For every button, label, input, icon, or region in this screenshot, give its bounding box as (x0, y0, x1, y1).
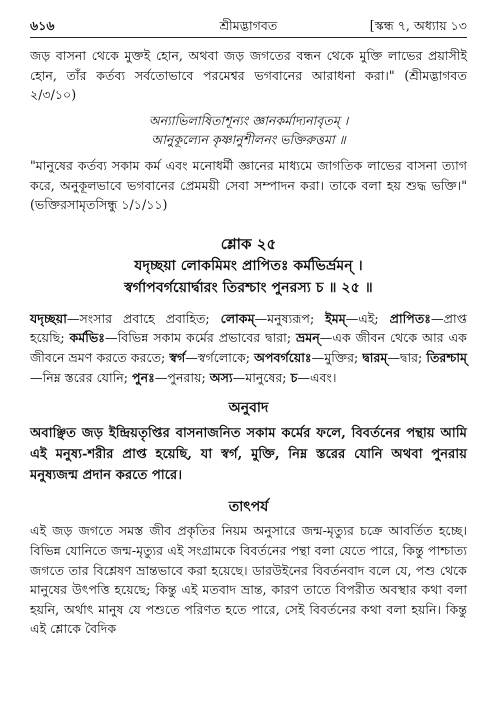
verse-line-2: স্বর্গাপবর্গয়োর্দ্বারং তিরশ্চাং পুনরস্য চ ॥ ২৫ ॥ (124, 279, 373, 296)
synonym-meaning: —সংসার প্রবাহে প্রবাহিত; (66, 310, 221, 326)
synonym-word: যদৃচ্ছয়া (30, 310, 67, 326)
synonym-meaning: —দ্বার; (387, 349, 427, 365)
synonym-meaning: —মুক্তির; (311, 349, 363, 365)
synonym-meaning: —প্রাপ্ত হয়েছি; (30, 310, 467, 346)
synonym-word: স্বর্গ (169, 349, 186, 365)
quoted-sloka-line-1: অন্যাভিলাষিতাশূন্যং জ্ঞানকর্মাদ্যনাবৃতম্ । (148, 112, 349, 128)
synonym-word: দ্বারম্ (362, 349, 388, 365)
purport-text: এই জড় জগতে সমস্ত জীব প্রকৃতির নিয়ম অনুসারে জন্ম-মৃত্যুর চক্রে আবর্তিত হচ্ছে। বিভিন্ন যোনিতে জন্ম-মৃত্যুর এই সংগ্রামকে বিবর্তনের পন্থা বলা যেতে পারে, কিন্তু পাশ্চাত্য জগতে তার বিশ্লেষণ ভ্রান্তভাবে করা হয়েছে। ডারউইনের বিবর্তনবাদ বলে যে, পশু থেকে মানুষের উৎপত্তি হয়েছে; কিন্তু এই মতবাদ ভ্রান্ত, কারণ তাতে বিপরীত অবস্থার কথা বলা হয়নি, অর্থাৎ মানুষ যে পশুতে পরিণত হতে পারে, সেই বিবর্তনের কথা বলা হয়নি। কিন্তু এই শ্লোকে বৈদিক (30, 523, 467, 637)
synonym-meaning: —এই; (345, 310, 390, 326)
word-for-word-synonyms (30, 309, 467, 387)
translation-heading: অনুবাদ (228, 400, 269, 417)
translation-text: অবাঞ্ছিত জড় ইন্দ্রিয়তৃপ্তির বাসনাজনিত সকাম কর্মের ফলে, বিবর্তনের পন্থায় আমি এই মনুষ্য-শরীর প্রাপ্ত হয়েছি, যা স্বর্গ, মুক্তি, নিম্ন স্তরের যোনি অথবা পুনরায় মনুষ্যজন্ম প্রদান করতে পারে। (30, 425, 467, 483)
synonym-word: অপবর্গয়োঃ (254, 349, 312, 365)
synonym-word: ইমম্ (325, 310, 346, 326)
page-content (30, 46, 467, 639)
synonym-meaning: —মনুষ্যরূপ; (254, 310, 326, 326)
book-title: শ্রীমদ্ভাগবত (219, 18, 278, 33)
synonym-meaning: —এক জীবন থেকে আর এক জীবনে ভ্রমণ করতে করতে; (30, 330, 467, 365)
synonym-word: লোকম্ (220, 310, 255, 326)
synonym-word: তিরশ্চাম্ (426, 349, 467, 365)
synonym-meaning: —বিভিন্ন সকাম কর্মের প্রভাবের দ্বারা; (105, 330, 296, 346)
quoted-sloka-line-2: আনুকূল্যেন কৃষ্ণানুশীলনং ভক্তিরুত্তমা ॥ (151, 132, 346, 148)
intro-paragraph: জড় বাসনা থেকে মুক্তই হোন, অথবা জড় জগতের বন্ধন থেকে মুক্তি লাভের প্রয়াসীই হোন, তাঁর কর্তব্য সর্বতোভাবে পরমেশ্বর ভগবানের আরাধনা করা।" (শ্রীমদ্ভাগবত ২/৩/১০) (30, 48, 467, 103)
synonym-meaning: —নিম্ন স্তরের যোনি; (30, 369, 133, 385)
synonym-word: অস্য (209, 369, 233, 385)
page-header (30, 16, 467, 36)
synonym-word: চ (290, 369, 298, 385)
synonym-word: কর্মভিঃ (69, 330, 106, 346)
synonym-meaning: —পুনরায়; (154, 369, 210, 385)
intro-paragraph-2: "মানুষের কর্তব্য সকাম কর্ম এবং মনোধর্মী জ্ঞানের মাধ্যমে জাগতিক লাভের বাসনা ত্যাগ করে, অনুকূলভাবে ভগবানের প্রেমময়ী সেবা সম্পাদন করা। তাকে বলা হয় শুদ্ধ ভক্তি।" (ভক্তিরসামৃতসিন্ধু ১/১/১১) (30, 157, 467, 213)
verse-line-1: যদৃচ্ছয়া লোকমিমং প্রাপিতঃ কর্মভির্ভ্রমন্ । (134, 257, 363, 274)
header-divider (30, 37, 467, 38)
synonym-meaning: —এবং। (297, 369, 337, 385)
purport-heading: তাৎপর্য (228, 498, 269, 515)
synonym-meaning: —স্বর্গলোকে; (185, 349, 255, 365)
verse-number-heading: শ্লোক ২৫ (220, 234, 277, 253)
synonym-meaning: —মানুষের; (232, 369, 291, 385)
canto-chapter-label: [স্কন্ধ ৭, অধ্যায় ১৩ (369, 18, 467, 33)
page-number: ৬১৬ (30, 18, 55, 33)
synonym-word: প্রাপিতঃ (389, 310, 431, 326)
synonym-word: ভ্রমন্ (296, 330, 320, 346)
synonym-word: পুনঃ (132, 369, 155, 385)
